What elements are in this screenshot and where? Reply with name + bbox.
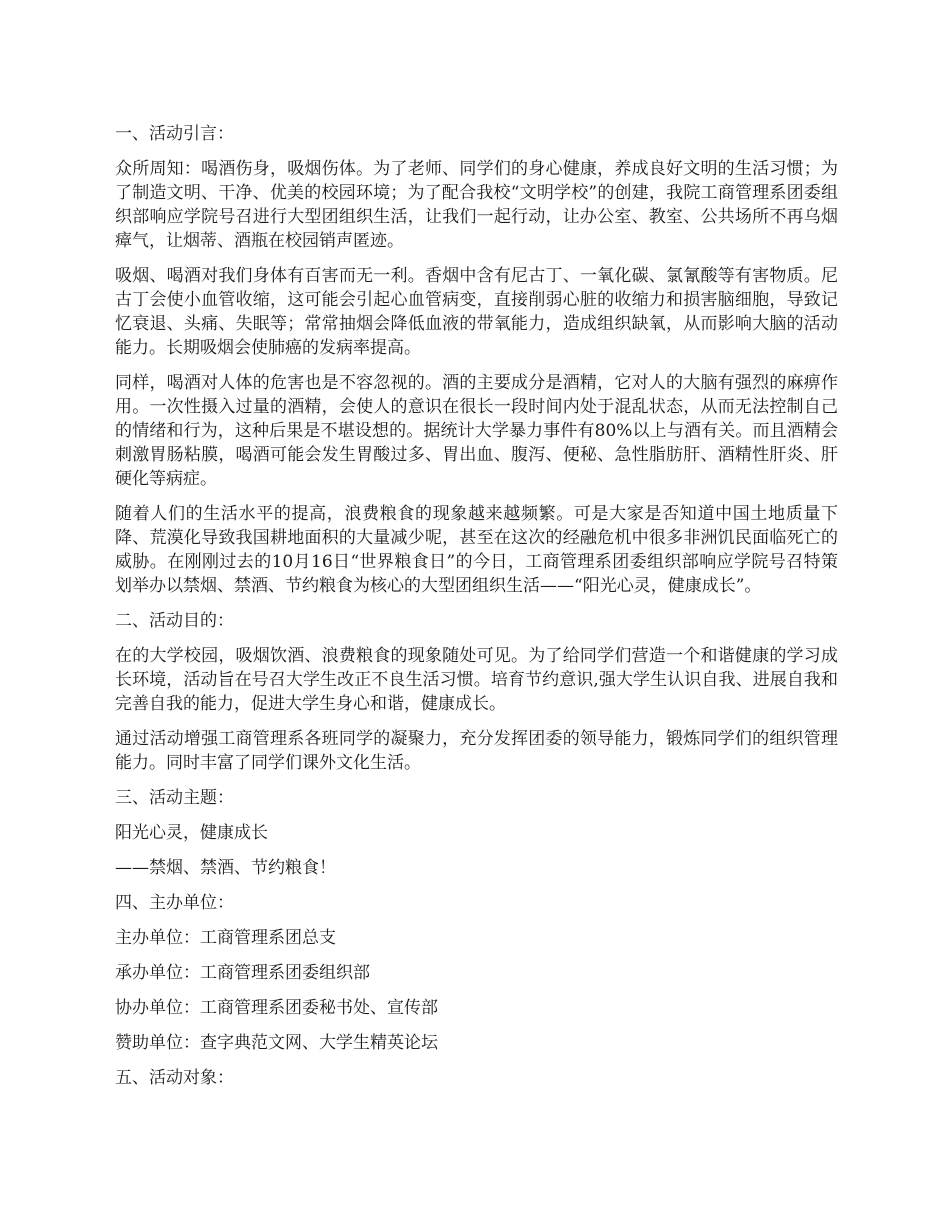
organizer-host: 主办单位：工商管理系团总支 [115,928,336,948]
paragraph-smoking-harm: 吸烟、喝酒对我们身体有百害而无一利。香烟中含有尼古丁、一氧化碳、氯氰酸等有害物质。尼古丁会使小血管收缩，这可能会引起心血管病变，直接削弱心脏的收缩力和损害脑细胞，导致记忆衰退、头痛、失眠等；常常抽烟会降低血液的带氧能力，造成组织缺氧，从而影响大脑的活动能力。长期吸烟会使肺癌的发病率提高。 [115,266,838,358]
section-heading-organizers: 四、主办单位： [115,893,234,913]
section-heading-purpose: 二、活动目的： [115,611,234,631]
paragraph-intro: 众所周知：喝酒伤身，吸烟伤体。为了老师、同学们的身心健康，养成良好文明的生活习惯；为了制造文明、干净、优美的校园环境；为了配合我校“文明学校”的创建，我院工商管理系团委组织部响应学院号召进行大型团组织生活，让我们一起行动，让办公室、教室、公共场所不再乌烟瘴气，让烟蒂、酒瓶在校园销声匿迹。 [115,159,838,251]
section-heading-audience: 五、活动对象： [115,1068,234,1088]
organizer-undertaker: 承办单位：工商管理系团委组织部 [115,963,370,983]
document-body [115,122,838,1101]
section-heading-intro: 一、活动引言： [115,124,234,144]
theme-line-2: ——禁烟、禁酒、节约粮食！ [115,858,336,878]
theme-line-1: 阳光心灵，健康成长 [115,823,268,843]
paragraph-purpose-2: 通过活动增强工商管理系各班同学的凝聚力，充分发挥团委的领导能力，锻炼同学们的组织管理能力。同时丰富了同学们课外文化生活。 [115,729,838,773]
section-heading-theme: 三、活动主题： [115,788,234,808]
paragraph-food-waste: 随着人们的生活水平的提高，浪费粮食的现象越来越频繁。可是大家是否知道中国土地质量下降、荒漠化导致我国耕地面积的大量减少呢，甚至在这次的经融危机中很多非洲饥民面临死亡的威胁。在刚刚过去的10月16日“世界粮食日”的今日，工商管理系团委组织部响应学院号召特策划举办以禁烟、禁酒、节约粮食为核心的大型团组织生活——“阳光心灵，健康成长”。 [115,504,838,596]
paragraph-purpose-1: 在的大学校园，吸烟饮酒、浪费粮食的现象随处可见。为了给同学们营造一个和谐健康的学习成长环境，活动旨在号召大学生改正不良生活习惯。培育节约意识,强大学生认识自我、进展自我和完善自我的能力，促进大学生身心和谐，健康成长。 [115,646,838,714]
organizer-sponsor: 赞助单位：查字典范文网、大学生精英论坛 [115,1033,438,1053]
organizer-co-host: 协办单位：工商管理系团委秘书处、宣传部 [115,998,438,1018]
paragraph-drinking-harm: 同样，喝酒对人体的危害也是不容忽视的。酒的主要成分是酒精，它对人的大脑有强烈的麻痹作用。一次性摄入过量的酒精，会使人的意识在很长一段时间内处于混乱状态，从而无法控制自己的情绪和行为，这种后果是不堪设想的。据统计大学暴力事件有80%以上与酒有关。而且酒精会刺激胃肠粘膜，喝酒可能会发生胃酸过多、胃出血、腹泻、便秘、急性脂肪肝、酒精性肝炎、肝硬化等病症。 [115,373,838,489]
